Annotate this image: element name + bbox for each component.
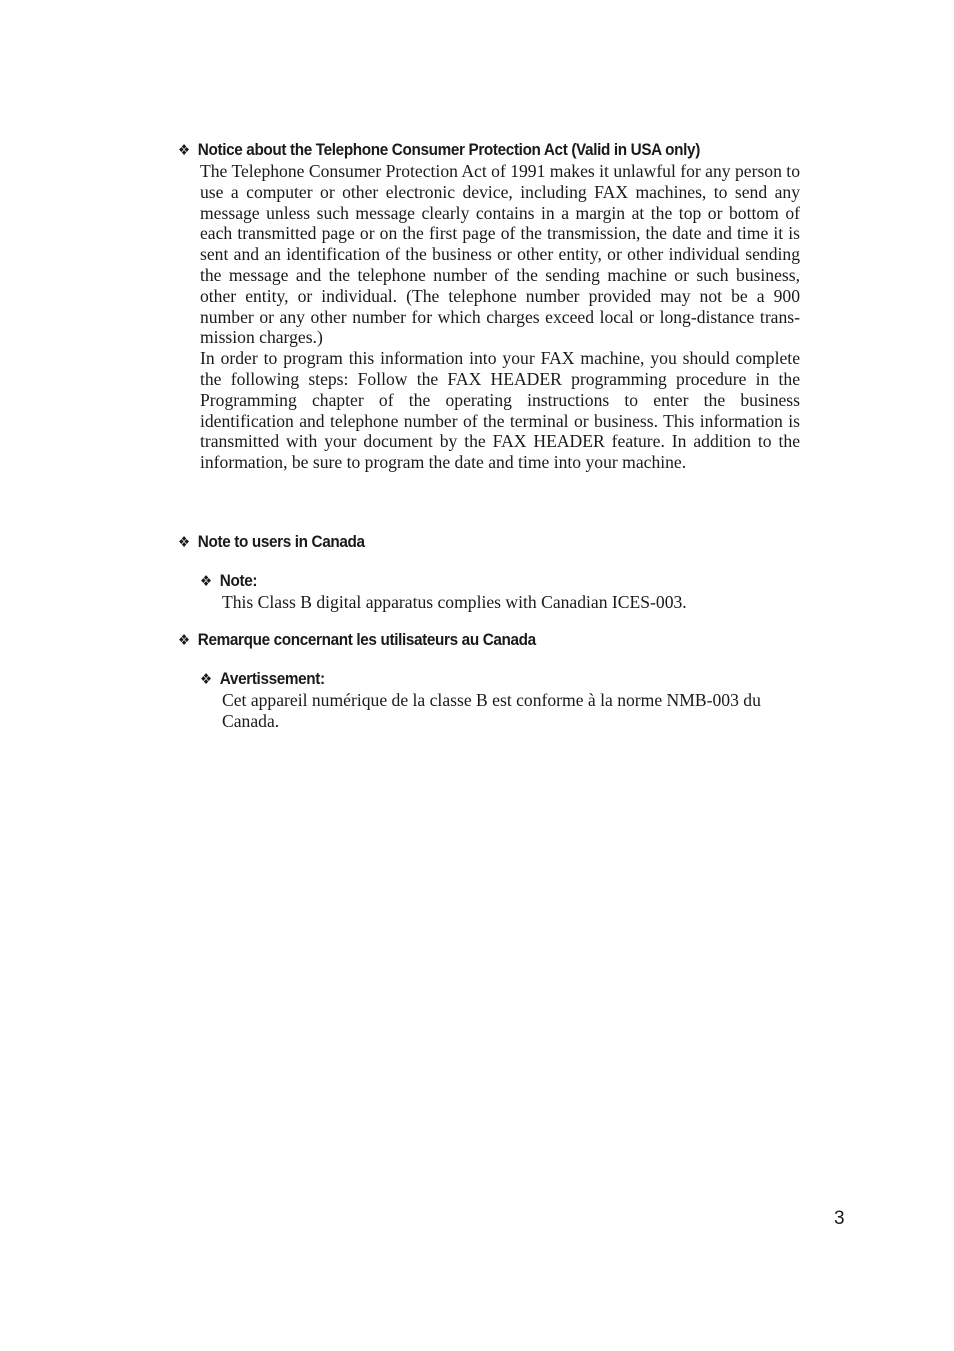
diamond-bullet-icon: ❖ xyxy=(200,670,212,688)
diamond-bullet-icon: ❖ xyxy=(200,572,212,590)
paragraph: Cet appareil numérique de la classe B est conforme à la norme NMB-003 du Canada. xyxy=(222,690,761,731)
subheading-note xyxy=(200,570,257,592)
paragraph: The Telephone Consumer Protection Act of 1991 makes it unlawful for any person to use a computer or other electronic device, including FAX machines, to send any message unless such message clearly contains in a margin at the top or bottom of each transmitted page or on the first page of the transmission, the date and time it is sent and an identification of the business or other entity, or other individual sending the message and the telephone number of the sending machine or such business, other entity, or individual. (The telephone number provided may not be a 900 number or any other number for which charges exceed local or long-distance transmission charges.) xyxy=(200,161,800,348)
note-text xyxy=(222,592,800,613)
subheading-text: Avertissement: xyxy=(219,669,325,688)
diamond-bullet-icon: ❖ xyxy=(178,141,190,159)
section-body-tcpa xyxy=(200,161,800,473)
diamond-bullet-icon: ❖ xyxy=(178,533,190,551)
page-number: 3 xyxy=(834,1208,845,1229)
diamond-bullet-icon: ❖ xyxy=(178,631,190,649)
section-heading-remarque xyxy=(178,629,536,651)
subheading-text: Note: xyxy=(219,571,258,590)
section-heading-canada xyxy=(178,531,365,553)
section-heading-tcpa xyxy=(178,139,700,161)
subheading-avertissement xyxy=(200,668,325,690)
paragraph: This Class B digital apparatus complies with Canadian ICES-003. xyxy=(222,592,687,612)
heading-text: Notice about the Telephone Consumer Protection Act (Valid in USA only) xyxy=(197,140,700,159)
paragraph: In order to program this information into your FAX machine, you should complete the following steps: Follow the FAX HEADER programming procedure in the Programming chapter of the operating instructions to enter the business identification and telephone number of the terminal or business. This information is transmitted with your document by the FAX HEADER feature. In addition to the information, be sure to program the date and time into your machine. xyxy=(200,348,800,473)
heading-text: Note to users in Canada xyxy=(197,532,365,551)
avertissement-text xyxy=(222,690,804,732)
heading-text: Remarque concernant les utilisateurs au Canada xyxy=(197,630,536,649)
